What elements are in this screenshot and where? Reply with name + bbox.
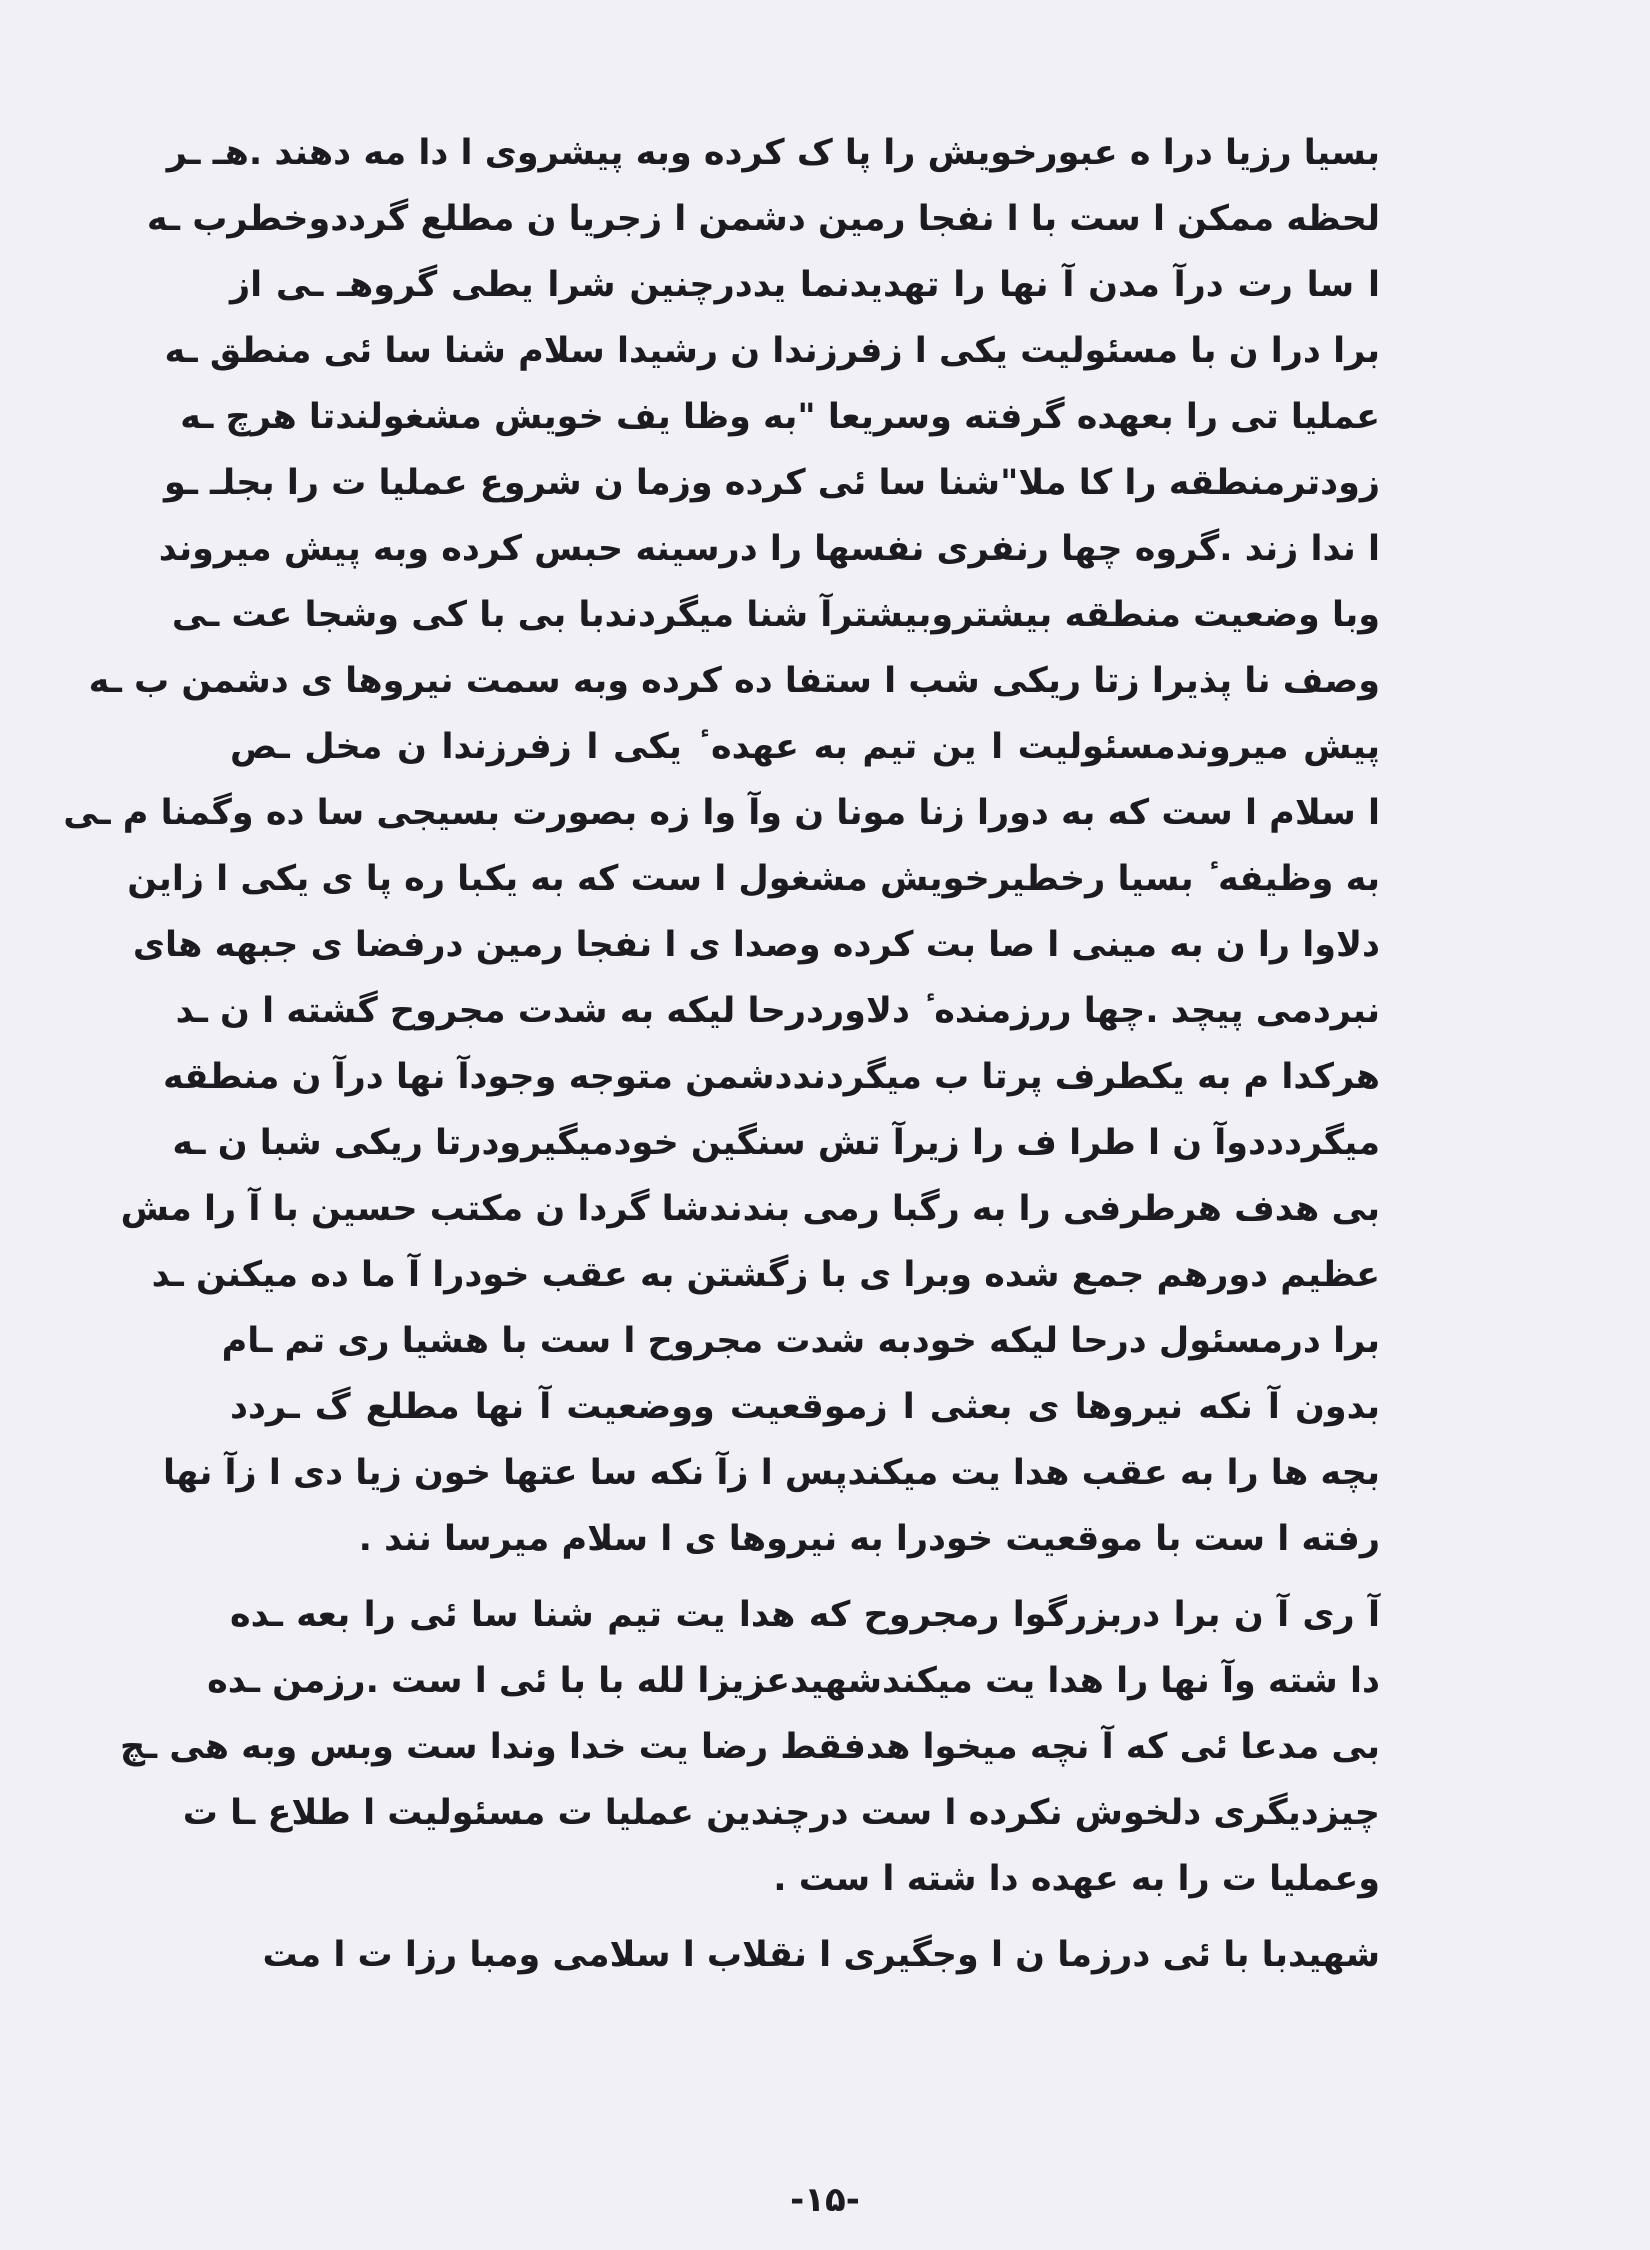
text-line: وصف نا پذیرا زتا ریکی شب ا ستفا ده کرده وبه سمت نیروها ی دشمن ب ـه	[88, 661, 1380, 701]
paragraph-gap	[230, 1912, 1380, 1922]
paragraph-gap	[230, 1572, 1380, 1582]
text-line: لحظه ممکن ا ست با ا نفجا رمین دشمن ا زجریا ن مطلع گرددوخطرب ـه	[146, 199, 1380, 239]
text-line: دا شته وآ نها را هدا یت میکندشهیدعزیزا لله با با ئی ا ست .رزمن ـده	[207, 1661, 1380, 1701]
text-line: شهیدبا با ئی درزما ن ا وجگیری ا نقلاب ا سلامی ومبا رزا ت ا مت	[262, 1935, 1380, 1975]
text-line: برا درمسئول درحا لیکه خودبه شدت مجروح ا ست با هشیا ری تم ـام	[221, 1321, 1380, 1361]
text-line: ا سلام ا ست که به دورا زنا مونا ن وآ وا زه بصورت بسیجی سا ده وگمنا م ـی	[63, 793, 1380, 833]
text-line: دلاوا را ن به مینی ا صا بت کرده وصدا ی ا نفجا رمین درفضا ی جبهه های	[132, 925, 1380, 965]
body-text	[63, 120, 1380, 1988]
paragraph-2	[119, 1582, 1380, 1912]
text-line: نبردمی پیچد .چها ررزمنده ٔ دلاوردرحا لیکه به شدت مجروح گشته ا ن ـد	[175, 991, 1380, 1031]
text-line: زودترمنطقه را کا ملا"شنا سا ئی کرده وزما ن شروع عملیا ت را بجلـ ـو	[163, 463, 1380, 503]
text-line: بچه ها را به عقب هدا یت میکندپس ا زآ نکه سا عتها خون زیا دی ا زآ نها	[162, 1453, 1380, 1493]
text-line: ا ندا زند .گروه چها رنفری نفسها را درسینه حبس کرده وبه پیش میروند	[158, 529, 1380, 569]
text-line: وعملیا ت را به عهده دا شته ا ست .	[773, 1859, 1380, 1899]
text-line: رفته ا ست با موقعیت خودرا به نیروها ی ا سلام میرسا نند .	[358, 1519, 1380, 1559]
text-line: آ ری آ ن برا دربزرگوا رمجروح که هدا یت تیم شنا سا ئی را بعه ـده	[230, 1595, 1380, 1635]
text-line: چیزدیگری دلخوش نکرده ا ست درچندین عملیا ت مسئولیت ا طلاع ـا ت	[182, 1793, 1380, 1833]
text-line: بی مدعا ئی که آ نچه میخوا هدفقط رضا یت خدا وندا ست وبس وبه هی ـچ	[119, 1727, 1380, 1767]
text-line: هرکدا م به یکطرف پرتا ب میگردنددشمن متوجه وجودآ نها درآ ن منطقه	[162, 1057, 1380, 1097]
text-line: ا سا رت درآ مدن آ نها را تهدیدنما یددرچنین شرا یطی گروهـ ـی از	[230, 265, 1380, 305]
paragraph-1	[63, 120, 1380, 1572]
text-line: وبا وضعیت منطقه بیشتروبیشترآ شنا میگردندبا بی با کی وشجا عت ـی	[171, 595, 1380, 635]
text-line: پیش میروندمسئولیت ا ین تیم به عهده ٔ یکی ا زفرزندا ن مخل ـص	[230, 727, 1380, 767]
paragraph-3	[230, 1922, 1380, 1988]
text-line: بسیا رزیا درا ه عبورخویش را پا ک کرده وبه پیشروی ا دا مه دهند .هـ ـر	[166, 133, 1380, 173]
page-number: -۱۵-	[790, 2180, 860, 2220]
text-line: برا درا ن با مسئولیت یکی ا زفرزندا ن رشیدا سلام شنا سا ئی منطق ـه	[164, 331, 1380, 371]
text-line: بدون آ نکه نیروها ی بعثی ا زموقعیت ووضعیت آ نها مطلع گ ـردد	[230, 1387, 1380, 1427]
text-line: عظیم دورهم جمع شده وبرا ی با زگشتن به عقب خودرا آ ما ده میکنن ـد	[151, 1255, 1380, 1295]
text-line: بی هدف هرطرفی را به رگبا رمی بندندشا گردا ن مکتب حسین با آ را مش	[120, 1189, 1380, 1229]
text-line: میگردددوآ ن ا طرا ف را زیرآ تش سنگین خودمیگیرودرتا ریکی شبا ن ـه	[172, 1123, 1380, 1163]
text-line: به وظیفه ٔ بسیا رخطیرخویش مشغول ا ست که به یکبا ره پا ی یکی ا زاین	[127, 859, 1380, 899]
text-line: عملیا تی را بعهده گرفته وسریعا "به وظا یف خویش مشغولندتا هرچ ـه	[180, 397, 1380, 437]
